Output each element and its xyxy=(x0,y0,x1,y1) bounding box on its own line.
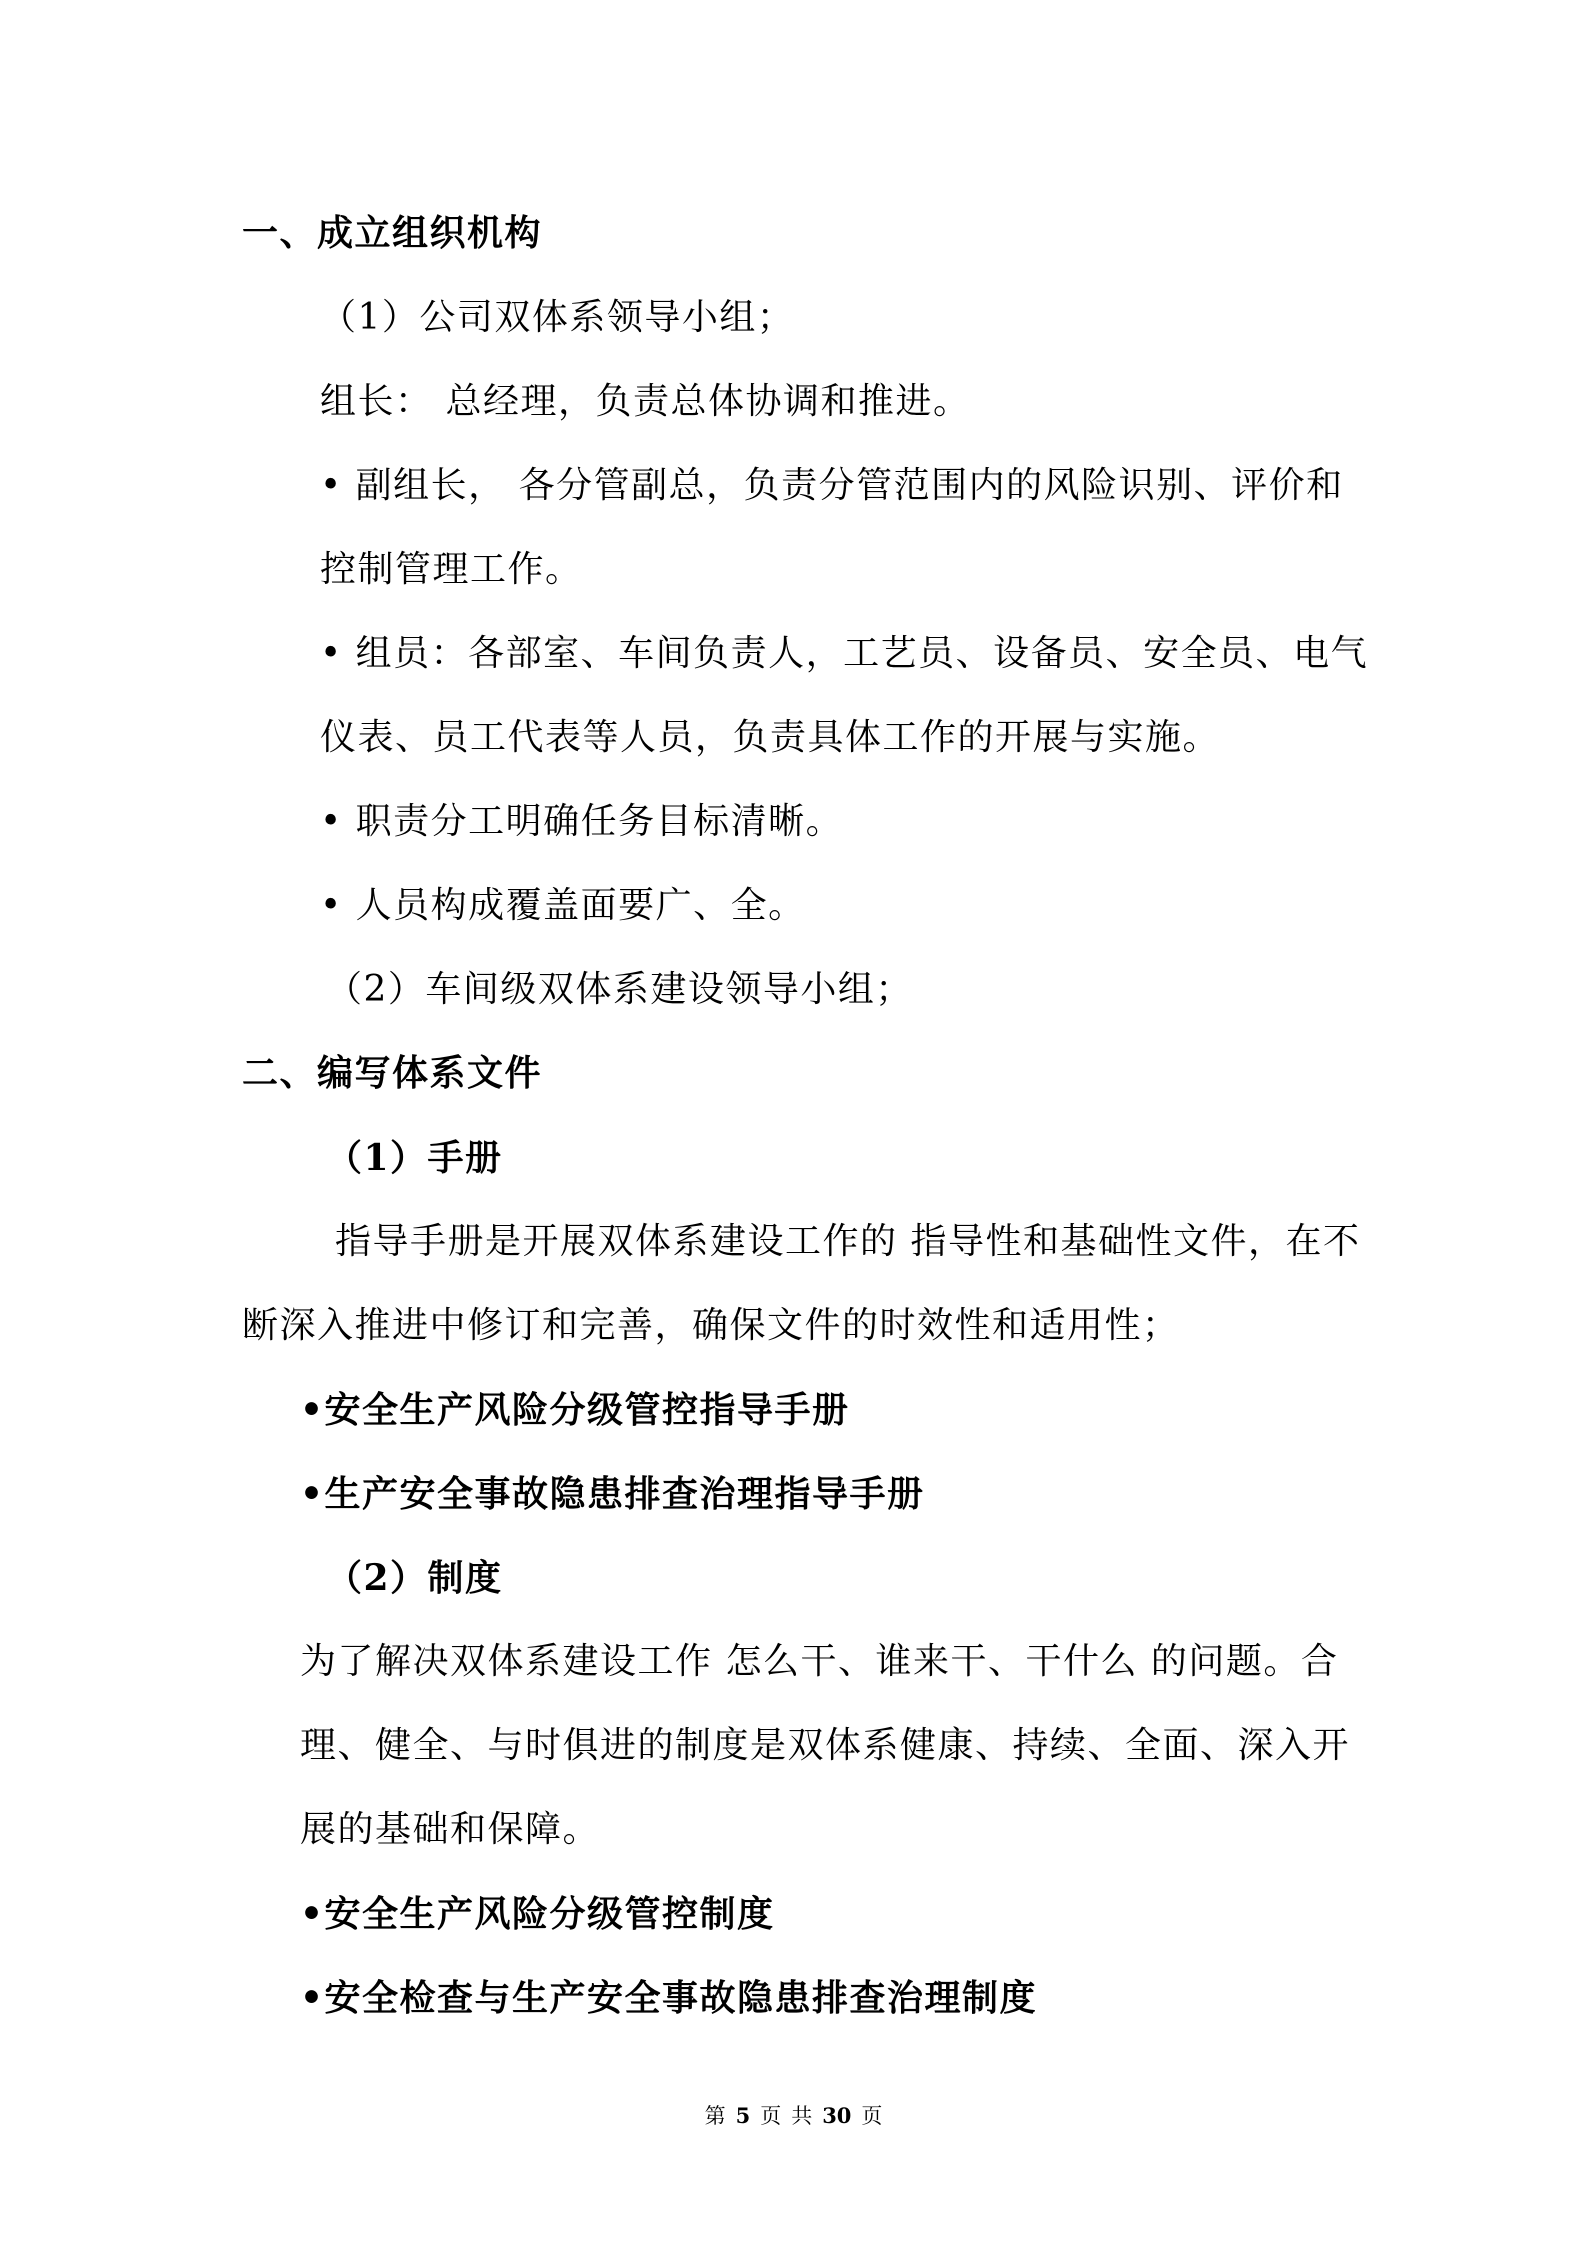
total-pages-prefix: 共 xyxy=(791,2104,813,2128)
page-footer xyxy=(0,2102,1587,2130)
section-heading: 一、成立组织机构 xyxy=(242,213,543,254)
bullet-item: • 职责分工明确任务目标清晰。 xyxy=(320,801,844,842)
paragraph-line: 理、健全、与时俱进的制度是双体系健康、持续、全面、深入开 xyxy=(300,1725,1351,1766)
section-heading: 二、编写体系文件 xyxy=(242,1053,543,1094)
paragraph-line: 为了解决双体系建设工作 怎么干、谁来干、干什么 的问题。合 xyxy=(300,1641,1339,1682)
subsection-title: （1）公司双体系领导小组； xyxy=(320,297,795,338)
paragraph-line: 仪表、员工代表等人员，负责具体工作的开展与实施。 xyxy=(320,717,1221,758)
total-pages: 30 xyxy=(822,2103,852,2128)
bullet-item: •安全生产风险分级管控指导手册 xyxy=(300,1389,850,1431)
page-number-suffix: 页 xyxy=(760,2104,782,2128)
bullet-item: •安全生产风险分级管控制度 xyxy=(300,1893,775,1935)
paragraph-line: 断深入推进中修订和完善，确保文件的时效性和适用性； xyxy=(242,1305,1180,1346)
total-pages-suffix: 页 xyxy=(861,2104,883,2128)
bullet-item: • 人员构成覆盖面要广、全。 xyxy=(320,885,806,926)
paragraph-line: 指导手册是开展双体系建设工作的 指导性和基础性文件，在不 xyxy=(335,1221,1361,1262)
bullet-item: •安全检查与生产安全事故隐患排查治理制度 xyxy=(300,1977,1038,2019)
paragraph-line: 组长： 总经理，负责总体协调和推进。 xyxy=(320,381,971,422)
paragraph-line: 展的基础和保障。 xyxy=(300,1809,601,1850)
bullet-item: •生产安全事故隐患排查治理指导手册 xyxy=(300,1473,925,1515)
paragraph-line: 控制管理工作。 xyxy=(320,549,583,590)
bullet-item: • 组员：各部室、车间负责人，工艺员、设备员、安全员、电气 xyxy=(320,633,1369,674)
subsection-title: （2）制度 xyxy=(326,1557,503,1599)
page-number: 5 xyxy=(735,2103,751,2128)
bullet-item: • 副组长， 各分管副总，负责分管范围内的风险识别、评价和 xyxy=(320,465,1344,506)
document-body xyxy=(0,192,1587,2040)
page-number-prefix: 第 xyxy=(704,2104,726,2128)
subsection-title: （1）手册 xyxy=(326,1137,503,1179)
subsection-title: （2）车间级双体系建设领导小组； xyxy=(326,969,913,1010)
